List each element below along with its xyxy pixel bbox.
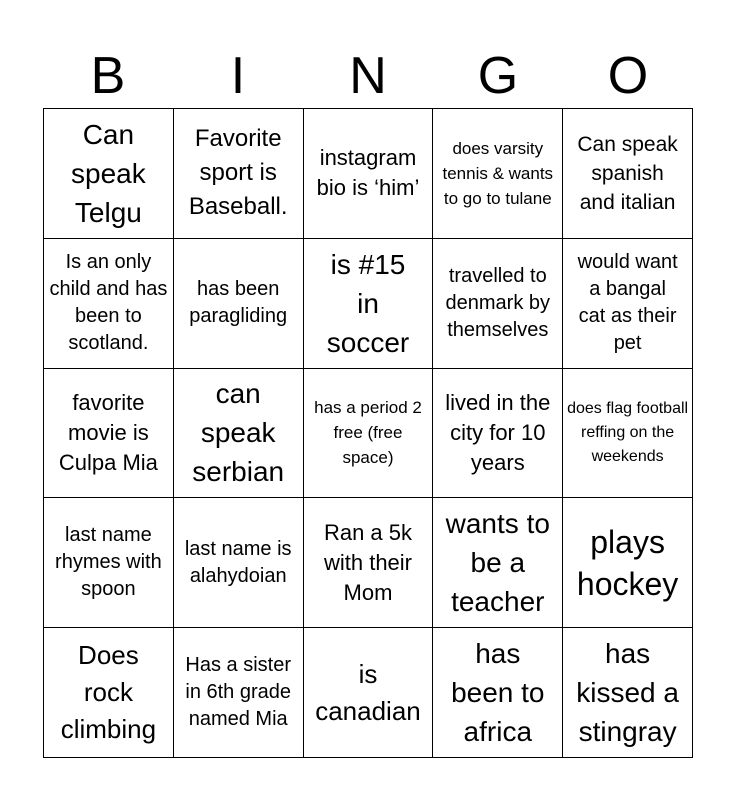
bingo-cell[interactable]: would want a bangal cat as their pet bbox=[563, 239, 693, 369]
header-letter-i: I bbox=[230, 47, 246, 105]
header-letter-b: B bbox=[90, 47, 126, 105]
bingo-cell[interactable]: travelled to denmark by themselves bbox=[433, 239, 563, 369]
bingo-cell[interactable]: has kissed a stingray bbox=[563, 628, 693, 758]
bingo-cell[interactable]: can speak serbian bbox=[174, 369, 304, 499]
bingo-cell[interactable]: instagram bio is ‘him’ bbox=[304, 109, 434, 239]
bingo-cell[interactable]: Ran a 5k with their Mom bbox=[304, 498, 434, 628]
bingo-cell[interactable]: last name rhymes with spoon bbox=[44, 498, 174, 628]
bingo-cell[interactable]: has been paragliding bbox=[174, 239, 304, 369]
bingo-header bbox=[43, 44, 693, 108]
bingo-cell[interactable]: Does rock climbing bbox=[44, 628, 174, 758]
bingo-cell[interactable]: plays hockey bbox=[563, 498, 693, 628]
header-letter-n: N bbox=[349, 47, 387, 105]
bingo-cell[interactable]: Has a sister in 6th grade named Mia bbox=[174, 628, 304, 758]
bingo-cell[interactable]: favorite movie is Culpa Mia bbox=[44, 369, 174, 499]
bingo-cell[interactable]: does varsity tennis & wants to go to tulane bbox=[433, 109, 563, 239]
header-letter-o: O bbox=[607, 47, 649, 105]
bingo-cell[interactable]: Can speak spanish and italian bbox=[563, 109, 693, 239]
bingo-cell[interactable]: last name is alahydoian bbox=[174, 498, 304, 628]
header-letter-g: G bbox=[477, 47, 519, 105]
bingo-cell[interactable]: has a period 2 free (free space) bbox=[304, 369, 434, 499]
bingo-cell[interactable]: has been to africa bbox=[433, 628, 563, 758]
bingo-cell[interactable]: lived in the city for 10 years bbox=[433, 369, 563, 499]
bingo-cell[interactable]: Favorite sport is Baseball. bbox=[174, 109, 304, 239]
bingo-board bbox=[43, 108, 693, 758]
bingo-cell[interactable]: does flag football reffing on the weekends bbox=[563, 369, 693, 499]
bingo-cell[interactable]: wants to be a teacher bbox=[433, 498, 563, 628]
bingo-cell[interactable]: Is an only child and has been to scotland. bbox=[44, 239, 174, 369]
bingo-cell[interactable]: Can speak Telgu bbox=[44, 109, 174, 239]
bingo-cell[interactable]: is #15 in soccer bbox=[304, 239, 434, 369]
bingo-cell[interactable]: is canadian bbox=[304, 628, 434, 758]
